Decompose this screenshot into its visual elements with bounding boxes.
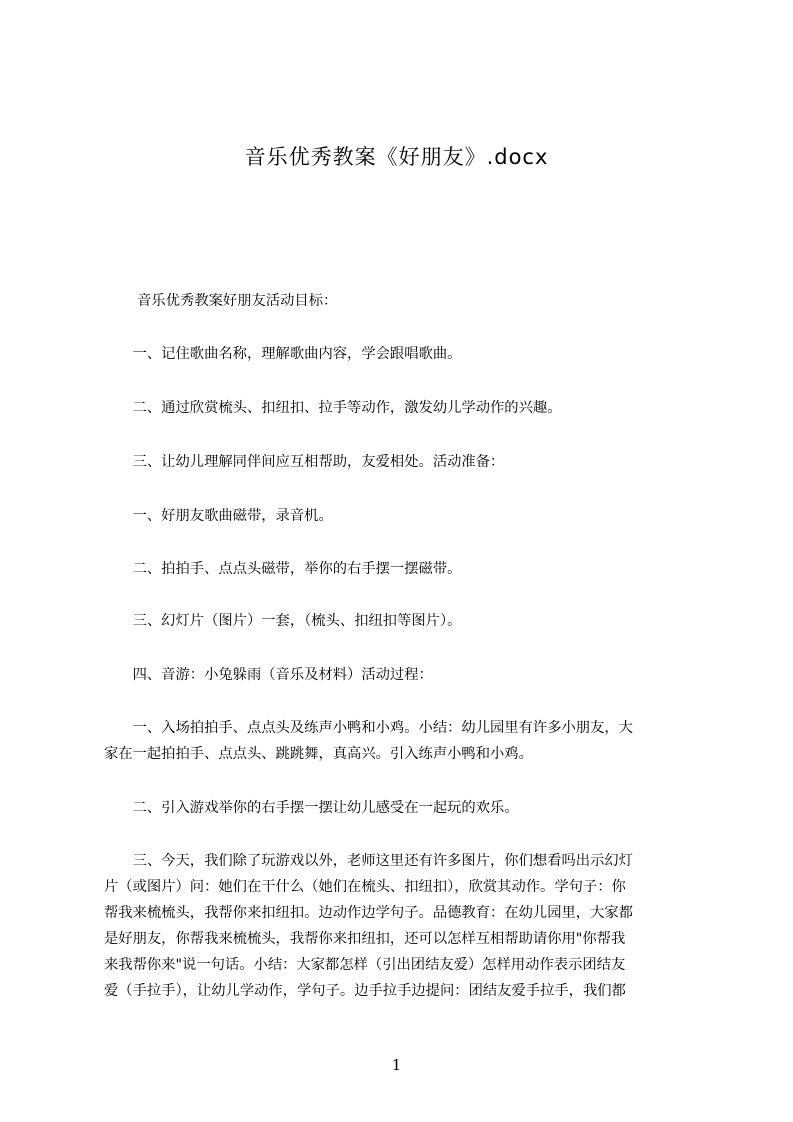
paragraph-objective-3 <box>104 449 706 475</box>
paragraph-line: 三、幻灯片（图片）一套，（梳头、扣纽扣等图片）。 <box>104 613 462 629</box>
paragraph-objectives-heading <box>104 288 706 314</box>
paragraph-line: 一、好朋友歌曲磁带，录音机。 <box>104 508 333 524</box>
paragraph-preparation-1 <box>104 503 706 529</box>
paragraph-process-2 <box>104 795 706 821</box>
paragraph-line: 三、让幼儿理解同伴间应互相帮助，友爱相处。活动准备： <box>104 454 505 470</box>
paragraph-line: 帮我来梳梳头，我帮你来扣纽扣。边动作边学句子。品德教育：在幼儿园里，大家都 <box>104 905 633 921</box>
paragraph-objective-2 <box>104 395 706 421</box>
paragraph-line: 片（或图片）问：她们在干什么（她们在梳头、扣纽扣），欣赏其动作。学句子：你 <box>104 879 626 895</box>
page-number: 1 <box>391 1056 402 1074</box>
paragraph-preparation-4 <box>104 662 706 688</box>
paragraph-line: 四、音游：小兔躲雨（音乐及材料）活动过程： <box>104 667 433 683</box>
paragraph-line: 是好朋友，你帮我来梳梳头，我帮你来扣纽扣，还可以怎样互相帮助请你用"你帮我 <box>104 931 626 947</box>
paragraph-line: 家在一起拍拍手、点点头、跳跳舞，真高兴。引入练声小鸭和小鸡。 <box>104 746 533 762</box>
paragraph-line: 爱（手拉手），让幼儿学动作，学句子。边手拉手边提问：团结友爱手拉手，我们都 <box>104 983 626 999</box>
paragraph-objective-1 <box>104 341 706 367</box>
paragraph-line: 三、今天，我们除了玩游戏以外，老师这里还有许多图片，你们想看吗出示幻灯 <box>104 853 633 869</box>
paragraph-line: 二、引入游戏举你的右手摆一摆让幼儿感受在一起玩的欢乐。 <box>104 800 519 816</box>
paragraph-line: 来我帮你来"说一句话。小结：大家都怎样（引出团结友爱）怎样用动作表示团结友 <box>104 957 626 973</box>
paragraph-line: 二、拍拍手、点点头磁带，举你的右手摆一摆磁带。 <box>104 561 462 577</box>
paragraph-preparation-3 <box>104 608 706 634</box>
paragraph-process-1 <box>104 715 706 767</box>
paragraph-line: 音乐优秀教案好朋友活动目标： <box>104 293 338 309</box>
document-title: 音乐优秀教案《好朋友》.docx <box>244 145 549 169</box>
paragraph-preparation-2 <box>104 556 706 582</box>
paragraph-line: 一、记住歌曲名称，理解歌曲内容，学会跟唱歌曲。 <box>104 346 462 362</box>
paragraph-line: 二、通过欣赏梳头、扣纽扣、拉手等动作，激发幼儿学动作的兴趣。 <box>104 400 562 416</box>
paragraph-process-3 <box>104 848 706 1004</box>
paragraph-line: 一、入场拍拍手、点点头及练声小鸭和小鸡。小结：幼儿园里有许多小朋友，大 <box>104 720 633 736</box>
